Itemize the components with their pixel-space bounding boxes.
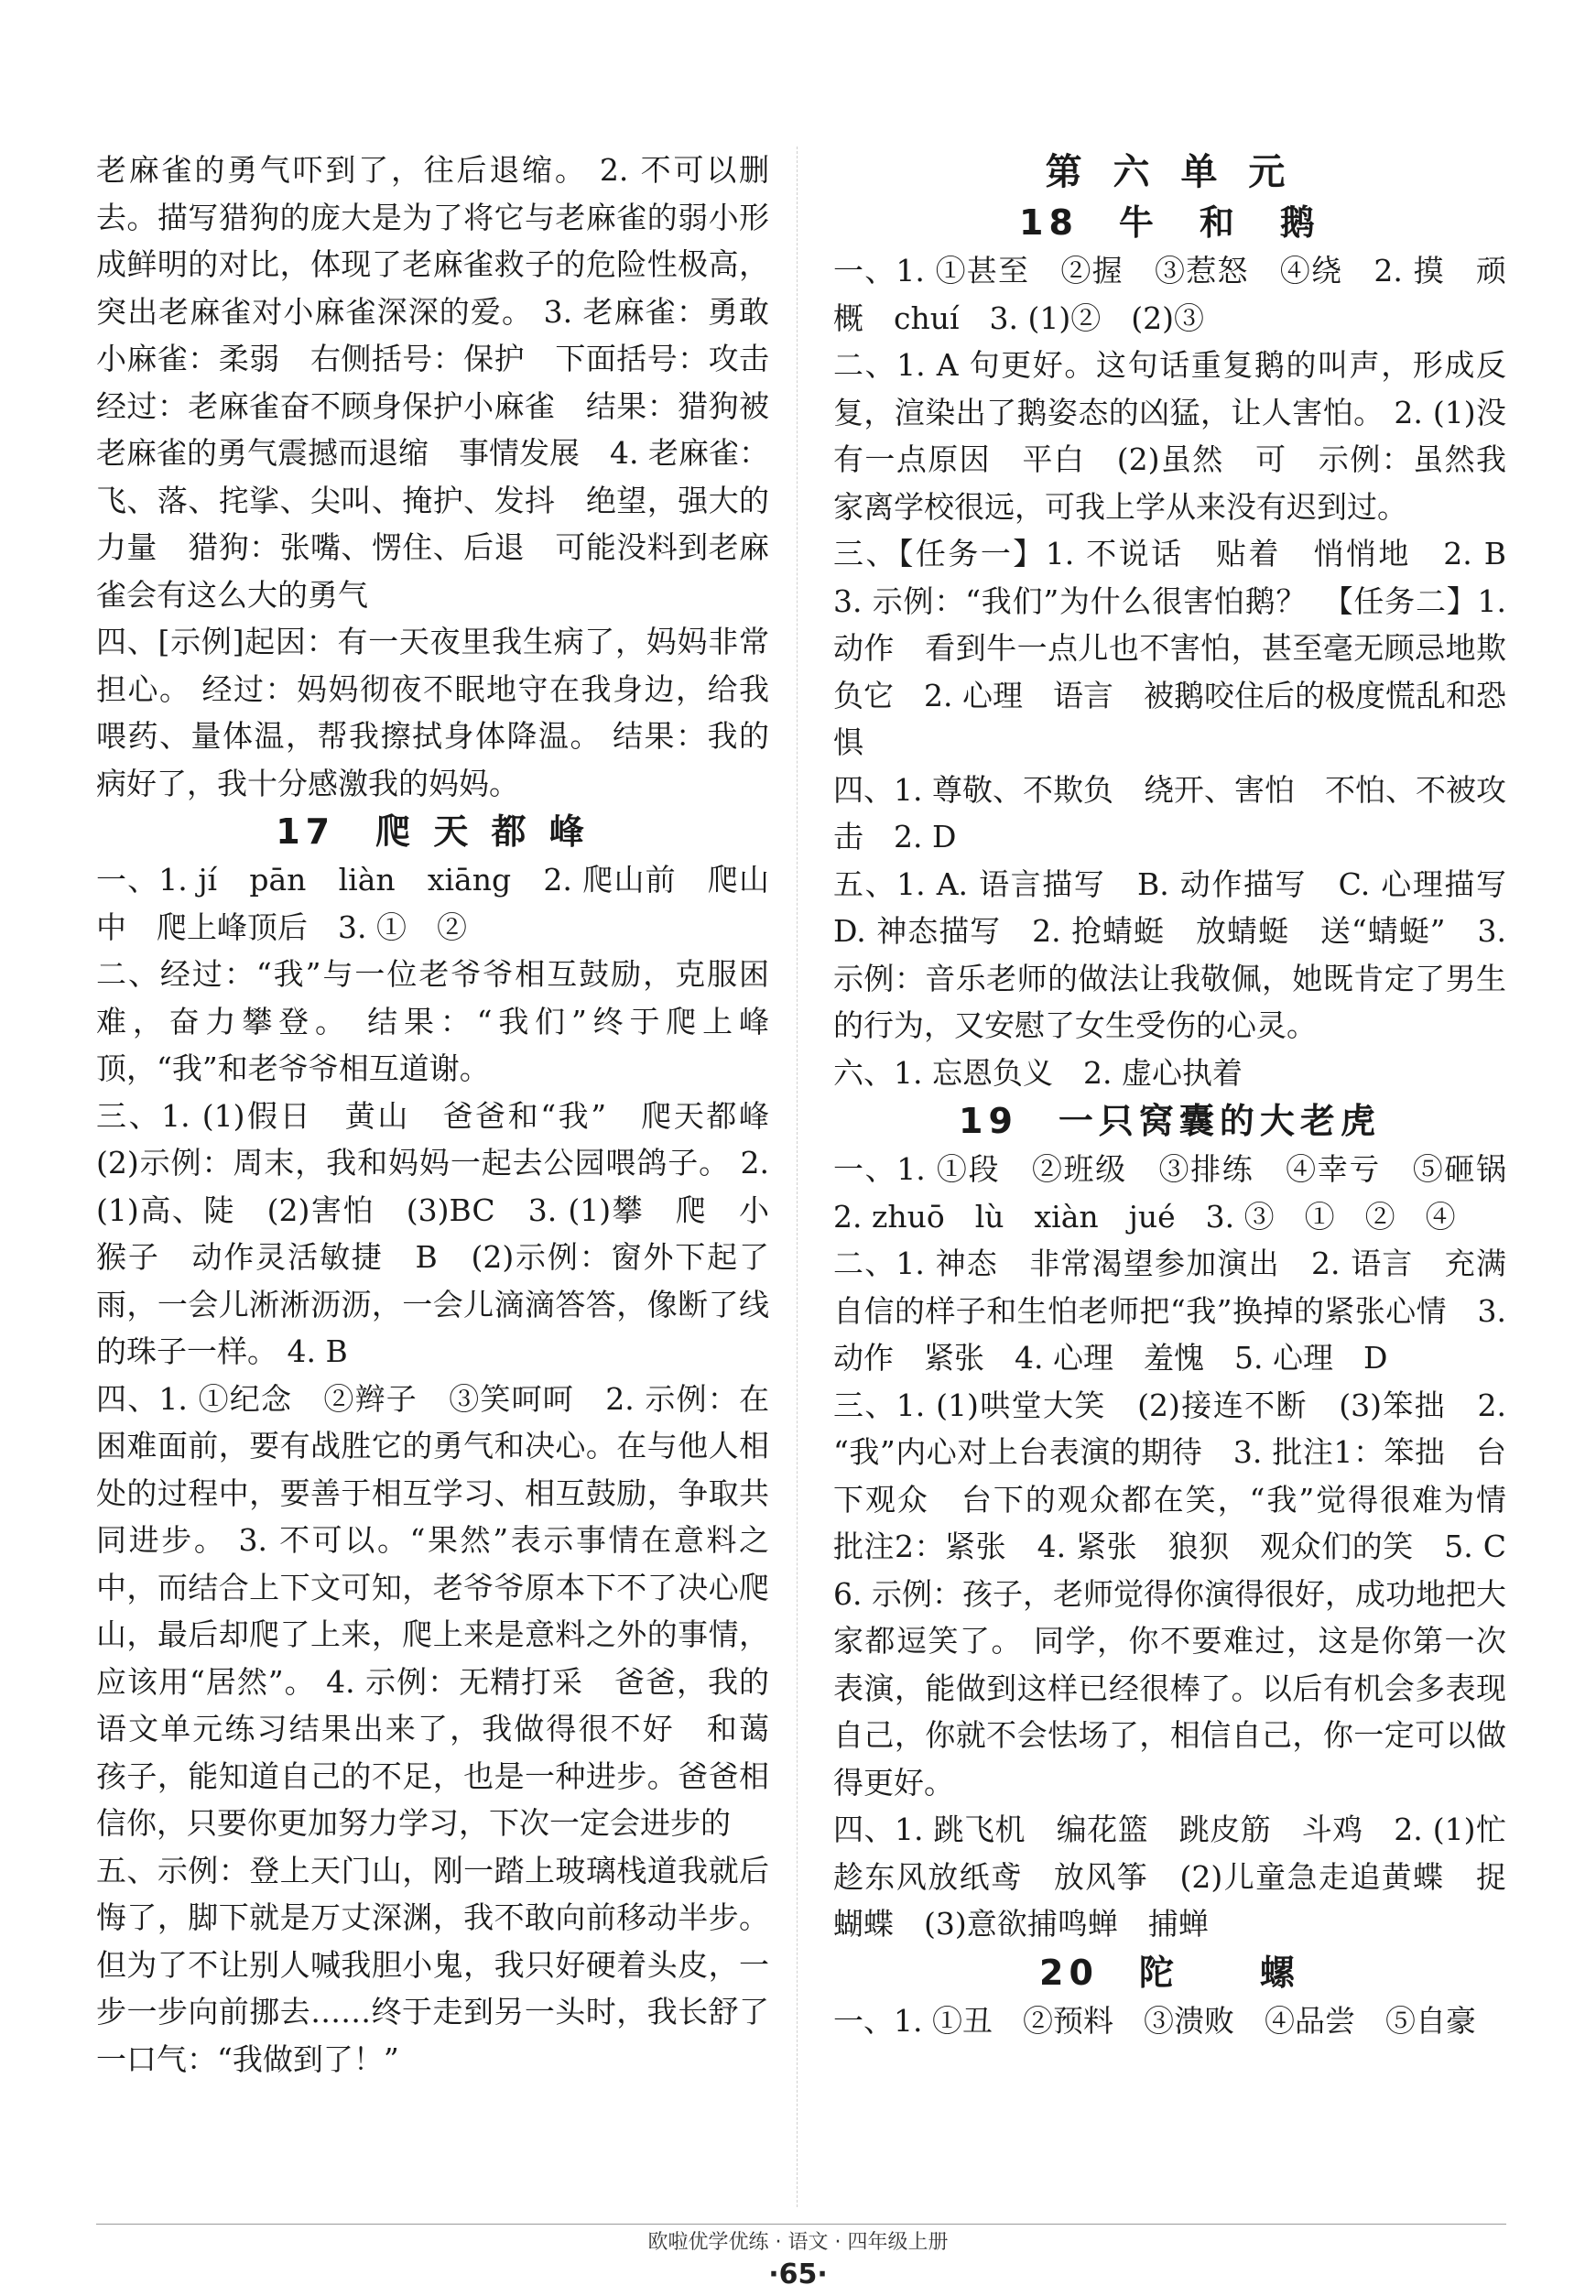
answer-paragraph: 四、1. 尊敬、不欺负 绕开、害怕 不怕、不被攻击 2. D xyxy=(833,771,1506,854)
answer-paragraph: 一、1. ①甚至 ②握 ③惹怒 ④绕 2. 摸 顽 概 chuí 3. (1)② (2)③ xyxy=(833,253,1536,336)
answer-paragraph: 四、[示例]起因：有一天夜里我生病了，妈妈非常担心。 经过：妈妈彻夜不眠地守在我身边，给我喂药、量体温，帮我擦拭身体降温。 结果：我的病好了，我十分感激我的妈妈。 xyxy=(96,624,769,801)
answer-paragraph: 一、1. ①段 ②班级 ③排练 ④幸亏 ⑤砸锅 2. zhuō lù xiàn jué 3. ③ ① ② ④ xyxy=(833,1151,1536,1235)
right-column xyxy=(833,147,1536,2044)
answer-paragraph: 四、1. ①纪念 ②辫子 ③笑呵呵 2. 示例：在困难面前，要有战胜它的勇气和决心。在与他人相处的过程中，要善于相互学习、相互鼓励，争取共同进步。 3. 不可以。“果然”表示事情在意料之中，而结合上下文可知，老爷爷原本下不了决心爬山，最后却爬了上来，爬上来是意料之外的事情，应该用“居然”。 4. 示例：无精打采 爸爸，我的语文单元练习结果出来了，我做得很不好 和蔼 孩子，能知道自己的不足，也是一种进步。爸爸相信你，只要你更加努力学习，下次一定会进步的 xyxy=(96,1380,799,1841)
answer-paragraph: 四、1. 跳飞机 编花篮 跳皮筋 斗鸡 2. (1)忙趁东风放纸鸢 放风筝 (2)儿童急走追黄蝶 捉蝴蝶 (3)意欲捕鸣蝉 捕蝉 xyxy=(833,1812,1506,1942)
answer-paragraph: 六、1. 忘恩负义 2. 虚心执着 xyxy=(833,1054,1243,1091)
answer-paragraph: 二、经过：“我”与一位老爷爷相互鼓励，克服困难，奋力攀登。 结果：“我们”终于爬上峰顶，“我”和老爷爷相互道谢。 xyxy=(96,956,769,1086)
answer-paragraph: 一、1. ①丑 ②预料 ③溃败 ④品尝 ⑤自豪 xyxy=(833,2002,1476,2039)
answer-paragraph: 三、1. (1)假日 黄山 爸爸和“我” 爬天都峰 (2)示例：周末，我和妈妈一起去公园喂鸽子。 2. (1)高、陡 (2)害怕 (3)BC 3. (1)攀 爬 小猴子 动作灵活敏捷 B (2)示例：窗外下起了雨，一会儿淅淅沥沥，一会儿滴滴答答，像断了线的珠子一样。 4. B xyxy=(96,1097,799,1369)
book-title: 欧啦优学优练 · 语文 · 四年级上册 xyxy=(647,2231,949,2254)
answer-paragraph: 五、示例：登上天门山，刚一踏上玻璃栈道我就后悔了，脚下就是万丈深渊，我不敢向前移动半步。但为了不让别人喊我胆小鬼，我只好硬着头皮，一步一步向前挪去……终于走到另一头时，我长舒了一口气：“我做到了！” xyxy=(96,1852,769,2077)
left-column xyxy=(96,147,799,2083)
lesson-17-title: 17 爬 天 都 峰 xyxy=(276,811,590,852)
lesson-19-title: 19 一只窝囊的大老虎 xyxy=(959,1101,1381,1141)
footer-divider xyxy=(96,2224,1506,2225)
lesson-20-title: 20 陀 螺 xyxy=(1039,1952,1300,1993)
page-number: ·65· xyxy=(768,2258,828,2291)
answer-paragraph: 老麻雀的勇气吓到了，往后退缩。 2. 不可以删去。描写猎狗的庞大是为了将它与老麻雀的弱小形成鲜明的对比，体现了老麻雀救子的危险性极高，突出老麻雀对小麻雀深深的爱。 3. 老麻雀：勇敢 小麻雀：柔弱 右侧括号：保护 下面括号：攻击 经过：老麻雀奋不顾身保护小麻雀 结果：猎狗被老麻雀的勇气震撼而退缩 事情发展 4. 老麻雀：飞、落、挓挲、尖叫、掩护、发抖 绝望，强大的力量 猎狗：张嘴、愣住、后退 可能没料到老麻雀会有这么大的勇气 xyxy=(96,152,799,613)
answer-paragraph: 三、1. (1)哄堂大笑 (2)接连不断 (3)笨拙 2. “我”内心对上台表演的期待 3. 批注1：笨拙 台下观众 台下的观众都在笑，“我”觉得很难为情 批注2：紧张 4. 紧张 狼狈 观众们的笑 5. C 6. 示例：孩子，老师觉得你演得很好，成功地把大家都逗笑了。 同学，你不要难过，这是你第一次表演，能做到这样已经很棒了。以后有机会多表现自己，你就不会怯场了，相信自己，你一定可以做得更好。 xyxy=(833,1387,1536,1801)
column-divider xyxy=(797,147,798,2207)
unit-title: 第 六 单 元 xyxy=(1045,151,1295,193)
answer-paragraph: 三、【任务一】1. 不说话 贴着 悄悄地 2. B 3. 示例：“我们”为什么很害怕鹅？ 【任务二】1. 动作 看到牛一点儿也不害怕，甚至毫无顾忌地欺负它 2. 心理 语言 被鹅咬住后的极度慌乱和恐惧 xyxy=(833,536,1536,760)
answer-paragraph: 二、1. A 句更好。这句话重复鹅的叫声，形成反复，渲染出了鹅姿态的凶猛，让人害怕。 2. (1)没有一点原因 平白 (2)虽然 可 示例：虽然我家离学校很远，可我上学从来没有迟到过。 xyxy=(833,347,1506,525)
answer-paragraph: 一、1. jí pān liàn xiāng 2. 爬山前 爬山中 爬上峰顶后 3. ① ② xyxy=(96,862,769,945)
answer-paragraph: 二、1. 神态 非常渴望参加演出 2. 语言 充满自信的样子和生怕老师把“我”换掉的紧张心情 3. 动作 紧张 4. 心理 羞愧 5. 心理 D xyxy=(833,1246,1506,1376)
answer-paragraph: 五、1. A. 语言描写 B. 动作描写 C. 心理描写 D. 神态描写 2. 抢蜻蜓 放蜻蜓 送“蜻蜓” 3. 示例：音乐老师的做法让我敬佩，她既肯定了男生的行为，又安慰了女生受伤的心灵。 xyxy=(833,865,1536,1043)
lesson-18-title: 18 牛 和 鹅 xyxy=(1019,202,1320,243)
